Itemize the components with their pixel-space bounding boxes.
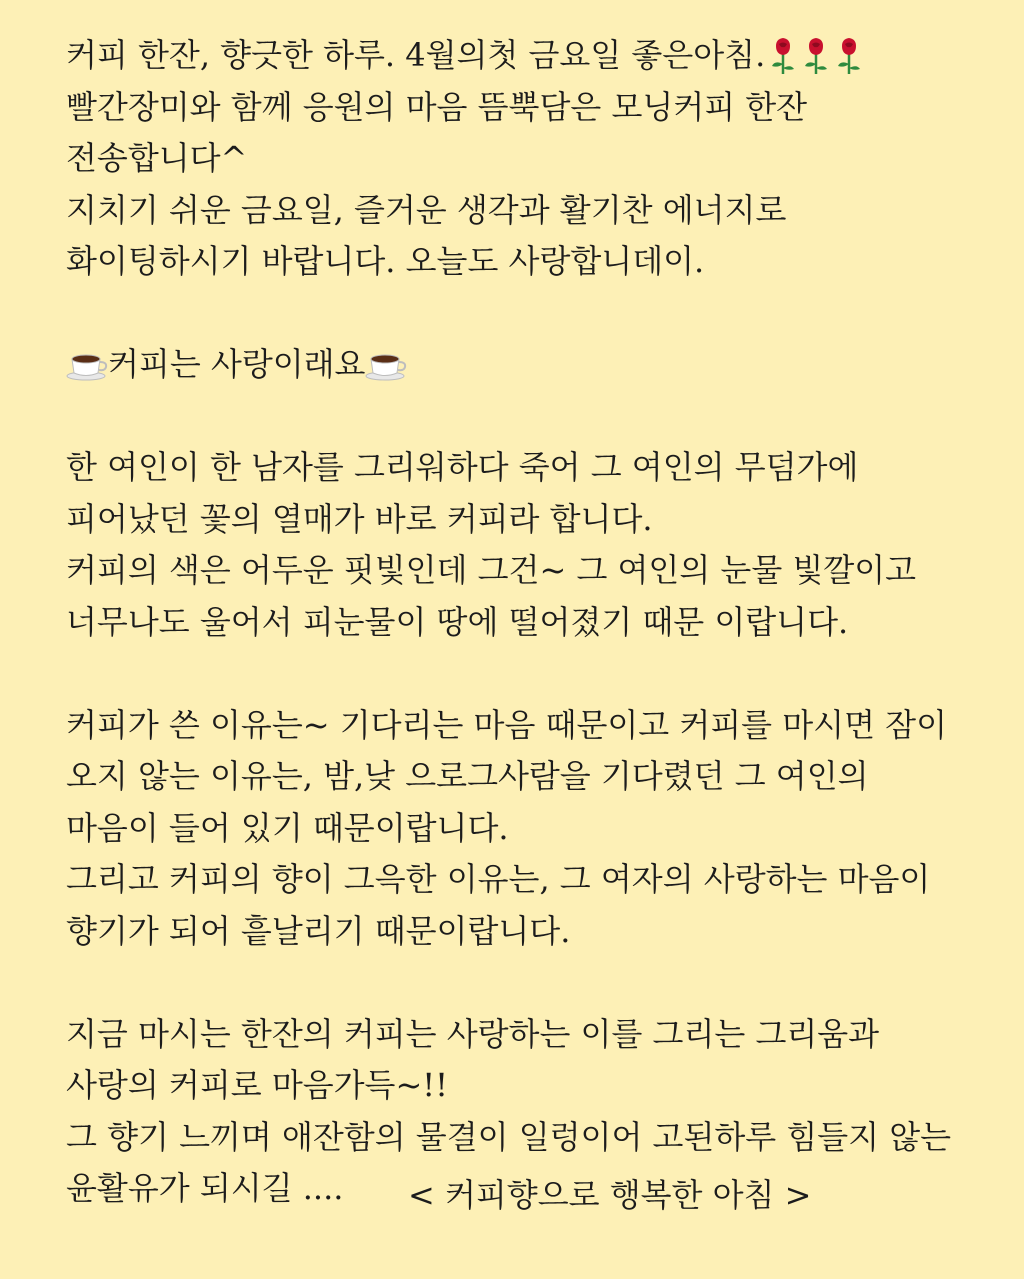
rose-icon bbox=[768, 36, 798, 76]
rose-icon bbox=[834, 36, 864, 76]
paragraph-gap bbox=[66, 957, 1006, 1009]
coffee-cup-icon bbox=[365, 349, 407, 381]
text-line: 전송합니다^ bbox=[66, 139, 248, 177]
text-line: 너무나도 울어서 피눈물이 땅에 떨어졌기 때문 이랍니다. bbox=[66, 602, 849, 641]
paragraph-gap bbox=[66, 648, 1006, 700]
text-line: 윤활유가 되시길 .... bbox=[66, 1169, 344, 1207]
text-line: 피어났던 꽃의 열매가 바로 커피라 합니다. bbox=[66, 499, 653, 538]
text-line: 빨간장미와 함께 응원의 마음 뜸뿍담은 모닝커피 한잔 bbox=[66, 87, 808, 126]
rose-icon bbox=[801, 36, 831, 76]
message-body bbox=[66, 30, 1006, 1215]
text-line: 커피의 색은 어두운 핏빛인데 그건~ 그 여인의 눈물 빛깔이고 bbox=[66, 551, 917, 589]
text-line: 마음이 들어 있기 때문이랍니다. bbox=[66, 808, 509, 847]
text-line: 지금 마시는 한잔의 커피는 사랑하는 이를 그리는 그리움과 bbox=[66, 1014, 880, 1053]
greeting-line bbox=[66, 30, 1006, 82]
paragraph-gap bbox=[66, 288, 1006, 340]
text-line: 오지 않는 이유는, 밤,낮 으로그사람을 기다렸던 그 여인의 bbox=[66, 757, 869, 795]
section-heading bbox=[66, 339, 1006, 391]
text-line: 지치기 쉬운 금요일, 즐거운 생각과 활기찬 에너지로 bbox=[66, 190, 787, 229]
text-line: 향기가 되어 흩날리기 때문이랍니다. bbox=[66, 911, 571, 950]
paragraph-gap bbox=[66, 391, 1006, 443]
heading-text: 커피는 사랑이래요 bbox=[108, 345, 366, 383]
text-line: 그 향기 느끼며 애잔함의 물결이 일렁이어 고된하루 힘들지 않는 bbox=[66, 1117, 952, 1156]
text-line: 화이팅하시기 바랍니다. 오늘도 사랑합니데이. bbox=[66, 242, 705, 280]
text-line: 사랑의 커피로 마음가득~!! bbox=[66, 1066, 448, 1104]
text-line: 커피가 쓴 이유는~ 기다리는 마음 때문이고 커피를 마시면 잠이 bbox=[66, 705, 947, 744]
signature-line: < 커피향으로 행복한 아침 > bbox=[408, 1176, 812, 1214]
coffee-cup-icon bbox=[66, 349, 108, 381]
text-line: 그리고 커피의 향이 그윽한 이유는, 그 여자의 사랑하는 마음이 bbox=[66, 860, 931, 898]
text-line: 커피 한잔, 향긋한 하루. 4월의첫 금요일 좋은아침. bbox=[66, 36, 766, 74]
text-line: 한 여인이 한 남자를 그리워하다 죽어 그 여인의 무덤가에 bbox=[66, 448, 859, 486]
